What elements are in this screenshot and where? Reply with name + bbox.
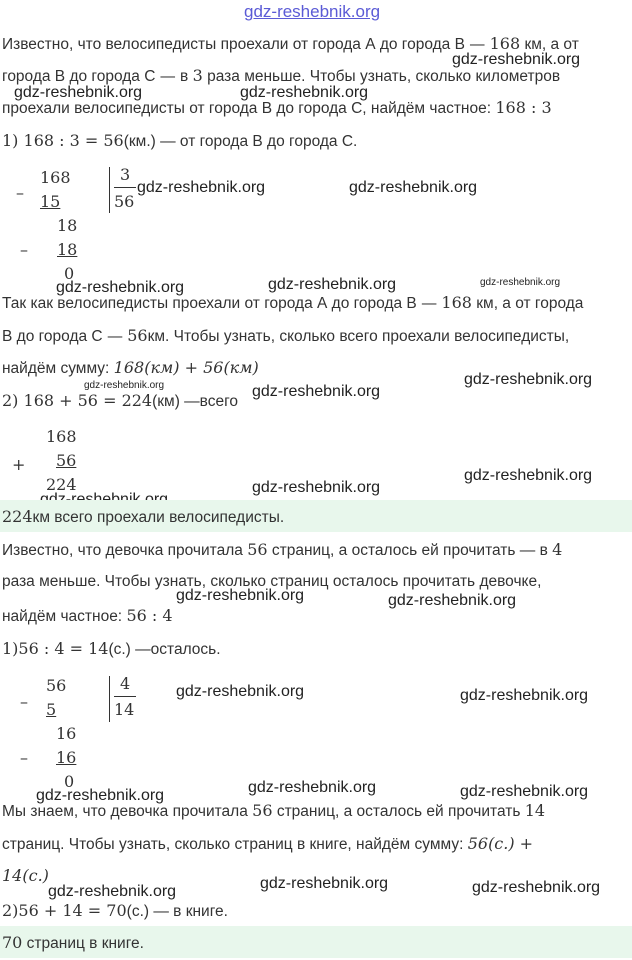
watermark-small: gdz-reshebnik.org — [480, 277, 561, 288]
watermark: gdz-reshebnik.org — [268, 276, 397, 293]
text: города В до города С — [2, 68, 156, 85]
text: раза меньше. Чтобы узнать, сколько километров — [207, 68, 561, 85]
problem1-line2 — [2, 66, 560, 86]
text: (км.) — от города В до города С. — [123, 133, 358, 150]
minus-sign: – — [20, 748, 28, 767]
problem4-line1 — [2, 801, 545, 821]
text: км, а от города — [476, 295, 584, 312]
division-line — [114, 696, 136, 697]
step2 — [2, 391, 238, 411]
addend: 168 — [46, 427, 77, 446]
text: (с.) — в книге. — [126, 903, 228, 920]
dash: — — [159, 66, 176, 85]
text: страниц. Чтобы узнать, сколько страниц в книге, найдём сумму: — [2, 836, 464, 853]
dash: — — [106, 326, 123, 345]
subtrahend: 18 — [57, 240, 78, 259]
text: страниц, а осталось ей прочитать — [276, 803, 521, 820]
text: в — [180, 68, 189, 85]
text: км. Чтобы узнать, сколько всего проехали велосипедисты, — [147, 328, 570, 345]
division-bar — [109, 167, 110, 213]
watermark: gdz-reshebnik.org — [464, 467, 593, 484]
watermark: gdz-reshebnik.org — [36, 787, 165, 804]
text: проехали велосипедисты от города В до города С, найдём частное: — [2, 100, 492, 117]
expression: 168 : 3 — [495, 98, 552, 117]
watermark: gdz-reshebnik.org — [472, 879, 601, 896]
watermark-small: gdz-reshebnik.org — [84, 380, 165, 391]
quotient: 14 — [114, 700, 135, 719]
minus-sign: – — [20, 240, 28, 259]
watermark: gdz-reshebnik.org — [452, 51, 581, 68]
number: 3 — [192, 66, 203, 85]
number: 4 — [552, 540, 563, 559]
subtrahend: 5 — [46, 700, 57, 719]
problem2-line3 — [2, 358, 259, 378]
text: (с.) —осталось. — [108, 641, 221, 658]
watermark: gdz-reshebnik.org — [240, 84, 369, 101]
watermark: gdz-reshebnik.org — [460, 687, 589, 704]
number: 56 — [247, 540, 268, 559]
problem3-line2 — [2, 573, 541, 591]
watermark: gdz-reshebnik.org — [349, 179, 478, 196]
watermark: gdz-reshebnik.org — [176, 587, 305, 604]
answer-number: 70 — [2, 933, 23, 952]
text: Известно, что велосипедисты проехали от города А до города В — [2, 36, 465, 53]
watermark: gdz-reshebnik.org — [56, 279, 185, 296]
expression: 56 : 4 — [126, 606, 173, 625]
divisor: 3 — [120, 165, 131, 184]
watermark: gdz-reshebnik.org — [176, 683, 305, 700]
text: найдём частное: — [2, 608, 123, 625]
subtrahend: 15 — [40, 192, 61, 211]
problem1-line1 — [2, 34, 579, 54]
remainder: 0 — [64, 264, 75, 283]
addend: 56 — [56, 451, 77, 470]
watermark: gdz-reshebnik.org — [248, 779, 377, 796]
watermark: gdz-reshebnik.org — [137, 179, 266, 196]
problem2-line1 — [2, 293, 583, 313]
dash: — — [421, 293, 438, 312]
watermark: gdz-reshebnik.org — [252, 479, 381, 496]
plus-sign: + — [12, 455, 26, 474]
problem1-line3 — [2, 98, 552, 118]
number: 56 — [252, 801, 273, 820]
column-addition-1 — [0, 425, 100, 497]
dash: — — [469, 34, 486, 53]
long-division-1 — [0, 165, 140, 285]
step3 — [2, 639, 221, 659]
equation: 2)56 + 14 = 70 — [2, 901, 127, 920]
expression: 14(с.) — [2, 866, 49, 885]
text: Известно, что девочка прочитала — [2, 542, 243, 559]
number: 168 — [489, 34, 521, 53]
long-division-2 — [0, 674, 140, 794]
dividend: 56 — [46, 676, 67, 695]
number: 168 — [441, 293, 472, 312]
text: км, а от — [524, 36, 579, 53]
minus-sign: – — [16, 183, 24, 202]
equation: 2) 168 + 56 = 224 — [2, 391, 153, 410]
expression: 168(км) + 56(км) — [113, 358, 259, 377]
number: 14 — [524, 801, 546, 820]
answer-box-2 — [0, 926, 632, 958]
problem2-line2 — [2, 326, 569, 346]
watermark-top[interactable]: gdz-reshebnik.org — [244, 2, 381, 21]
remainder: 18 — [57, 216, 78, 235]
problem4-line3 — [2, 866, 49, 886]
text: Так как велосипедисты проехали от города А до города В — [2, 295, 417, 312]
watermark: gdz-reshebnik.org — [388, 592, 517, 609]
step1 — [2, 131, 357, 151]
answer-text: страниц в книге. — [26, 935, 144, 952]
minus-sign: – — [20, 692, 28, 711]
equation: 1)56 : 4 = 14 — [2, 639, 109, 658]
text: В до города С — [2, 328, 103, 345]
number: 56 — [127, 326, 148, 345]
watermark: gdz-reshebnik.org — [460, 783, 589, 800]
watermark: gdz-reshebnik.org — [14, 84, 143, 101]
step4 — [2, 901, 228, 921]
text: страниц, а осталось ей прочитать — в — [271, 542, 548, 559]
subtrahend: 16 — [56, 748, 77, 767]
text: раза меньше. Чтобы узнать, сколько страниц осталось прочитать девочке, — [2, 573, 542, 590]
answer-text: км всего проехали велосипедисты. — [32, 509, 285, 526]
problem4-line2 — [2, 834, 533, 854]
equation: 1) 168 : 3 = 56 — [2, 131, 124, 150]
expression: 56(с.) + — [467, 834, 534, 853]
watermark: gdz-reshebnik.org — [252, 383, 381, 400]
text: (км) —всего — [152, 393, 239, 410]
remainder: 16 — [56, 724, 77, 743]
problem3-line1 — [2, 540, 562, 560]
watermark: gdz-reshebnik.org — [464, 371, 593, 388]
remainder: 0 — [64, 772, 75, 791]
divisor: 4 — [120, 674, 131, 693]
answer-box-1 — [0, 500, 632, 532]
watermark: gdz-reshebnik.org — [260, 875, 389, 892]
division-bar — [109, 676, 110, 722]
problem3-line3 — [2, 606, 173, 626]
division-line — [114, 187, 136, 188]
watermark: gdz-reshebnik.org — [48, 883, 177, 900]
quotient: 56 — [114, 192, 135, 211]
sum: 224 — [46, 475, 77, 494]
text: Мы знаем, что девочка прочитала — [2, 803, 248, 820]
dividend: 168 — [40, 168, 71, 187]
answer-number: 224 — [2, 507, 33, 526]
text: найдём сумму: — [2, 360, 110, 377]
